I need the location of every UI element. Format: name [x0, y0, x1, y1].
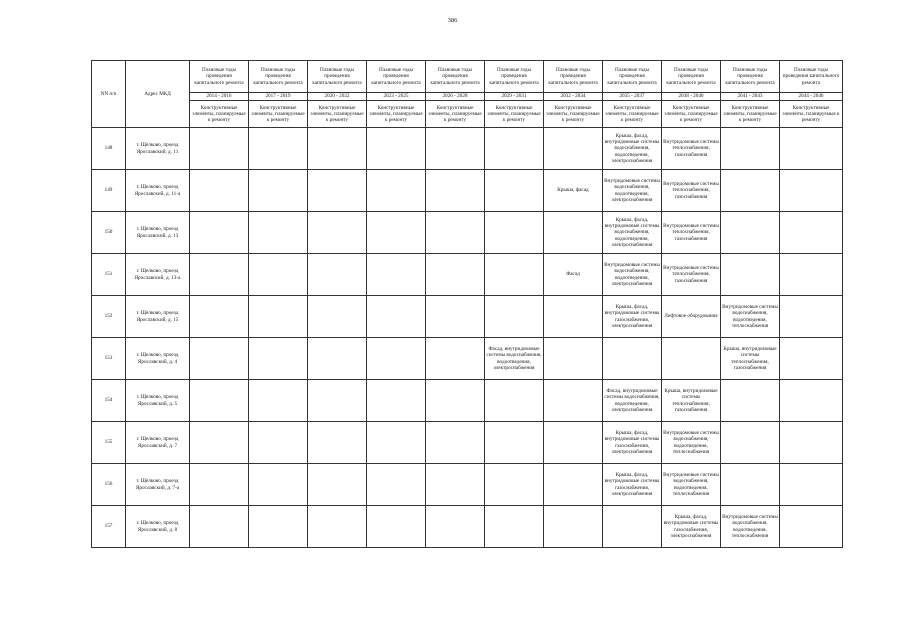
repair-works-cell: Внутридомовые системы водоснабжения, водоотведения, электроснабжения: [603, 170, 662, 212]
row-address: г. Щелково, проезд Ярославский, д. 13: [126, 212, 190, 254]
repair-works-cell: [308, 254, 367, 296]
repair-works-cell: [249, 170, 308, 212]
repair-works-cell: [544, 212, 603, 254]
period-header: Плановые годы проведения капитального ремонта: [544, 61, 603, 93]
row-address: г. Щелково, проезд Ярославский, д. 7-а: [126, 464, 190, 506]
repair-works-cell: [190, 296, 249, 338]
repair-works-cell: [721, 254, 780, 296]
repair-works-cell: [426, 506, 485, 548]
repair-works-cell: [190, 464, 249, 506]
row-address: г. Щелково, проезд Ярославский, д. 7: [126, 422, 190, 464]
elements-header: Конструктивные элементы, планируемые к ремонту: [544, 101, 603, 128]
table-row: [92, 128, 843, 170]
repair-works-cell: [426, 254, 485, 296]
repair-works-cell: [367, 464, 426, 506]
repair-works-cell: [544, 380, 603, 422]
period-years: 2026 - 2028: [426, 93, 485, 101]
row-number: 149: [92, 170, 126, 212]
period-years: 2029 - 2031: [485, 93, 544, 101]
repair-works-cell: Фасад, внутридомовые системы водоснабжения, водоотведения, электроснабжения: [485, 338, 544, 380]
period-years: 2014 - 2016: [190, 93, 249, 101]
period-header: Плановые годы проведения капитального ремонта: [190, 61, 249, 93]
repair-works-cell: Внутридомовые системы теплоснабжения, газоснабжения: [662, 212, 721, 254]
repair-works-cell: [308, 338, 367, 380]
period-years: 2044 - 2046: [780, 93, 843, 101]
repair-works-cell: Лифтовое оборудование: [662, 296, 721, 338]
repair-works-cell: [249, 296, 308, 338]
repair-works-cell: [426, 296, 485, 338]
period-years: 2035 - 2037: [603, 93, 662, 101]
repair-works-cell: [485, 212, 544, 254]
table-row: [92, 506, 843, 548]
repair-works-cell: [308, 422, 367, 464]
repair-works-cell: Внутридомовые системы водоснабжения, водоотведения, теплоснабжения: [662, 464, 721, 506]
period-header: Плановые годы проведения капитального ремонта: [426, 61, 485, 93]
period-years: 2020 - 2022: [308, 93, 367, 101]
table-header: [92, 61, 843, 128]
repair-works-cell: [603, 506, 662, 548]
repair-works-cell: [721, 128, 780, 170]
row-number: 151: [92, 254, 126, 296]
repair-works-cell: Крыша, фасад, внутридомовые системы газоснабжения, электроснабжения: [603, 464, 662, 506]
elements-header: Конструктивные элементы, планируемые к ремонту: [190, 101, 249, 128]
address-column-header: Адрес МКД: [126, 61, 190, 128]
repair-works-cell: [721, 170, 780, 212]
repair-works-cell: [367, 254, 426, 296]
row-number: 154: [92, 380, 126, 422]
row-number: 153: [92, 338, 126, 380]
row-number: 157: [92, 506, 126, 548]
repair-works-cell: [780, 296, 843, 338]
repair-works-cell: [190, 422, 249, 464]
table-row: [92, 296, 843, 338]
repair-works-cell: [780, 212, 843, 254]
repair-works-cell: [780, 170, 843, 212]
repair-works-cell: [426, 212, 485, 254]
repair-works-cell: [485, 464, 544, 506]
repair-works-cell: Крыша, фасад, внутридомовые системы газоснабжения, электроснабжения: [603, 422, 662, 464]
repair-works-cell: [367, 380, 426, 422]
repair-works-cell: [190, 128, 249, 170]
row-number: 155: [92, 422, 126, 464]
period-years: 2032 - 2034: [544, 93, 603, 101]
repair-works-cell: Крыша, внутридомовые системы теплоснабжения, газоснабжения: [721, 338, 780, 380]
repair-works-cell: [249, 212, 308, 254]
repair-works-cell: Внутридомовые системы водоснабжения, водоотведения, электроснабжения: [603, 254, 662, 296]
repair-works-cell: [190, 338, 249, 380]
repair-works-cell: [485, 128, 544, 170]
repair-works-cell: Внутридомовые системы теплоснабжения, газоснабжения: [662, 170, 721, 212]
period-header: Плановые годы проведения капитального ремонта: [367, 61, 426, 93]
repair-works-cell: [367, 128, 426, 170]
page-number: 386: [447, 17, 458, 24]
repair-works-cell: Внутридомовые системы теплоснабжения, газоснабжения: [662, 128, 721, 170]
repair-works-cell: [190, 212, 249, 254]
repair-works-cell: [485, 380, 544, 422]
repair-works-cell: Фасад, внутридомовые системы водоснабжения, водоотведения, электроснабжения: [603, 380, 662, 422]
table-row: [92, 254, 843, 296]
row-address: г. Щелково, проезд Ярославский, д. 8: [126, 506, 190, 548]
repair-works-cell: Крыша, фасад, внутридомовые системы газоснабжения, электроснабжения: [662, 506, 721, 548]
repair-works-cell: [544, 128, 603, 170]
repair-works-cell: Крыша, фасад, внутридомовые системы водоснабжения, водоотведения, электроснабжения: [603, 212, 662, 254]
elements-header: Конструктивные элементы, планируемые к ремонту: [721, 101, 780, 128]
repair-works-cell: [780, 506, 843, 548]
repair-works-cell: [308, 128, 367, 170]
period-years: 2038 - 2040: [662, 93, 721, 101]
repair-works-cell: [426, 170, 485, 212]
elements-header: Конструктивные элементы, планируемые к ремонту: [485, 101, 544, 128]
repair-works-cell: [308, 464, 367, 506]
repair-works-cell: [190, 380, 249, 422]
repair-works-cell: Крыша, внутридомовые системы теплоснабжения, газоснабжения: [662, 380, 721, 422]
elements-header: Конструктивные элементы, планируемые к ремонту: [780, 101, 843, 128]
repair-works-cell: [426, 380, 485, 422]
table-row: [92, 338, 843, 380]
repair-works-cell: [249, 338, 308, 380]
repair-works-cell: [544, 338, 603, 380]
repair-works-cell: [721, 464, 780, 506]
repair-works-cell: [544, 506, 603, 548]
elements-header: Конструктивные элементы, планируемые к ремонту: [603, 101, 662, 128]
repair-works-cell: [367, 296, 426, 338]
period-header: Плановые годы проведения капитального ремонта: [662, 61, 721, 93]
repair-works-cell: [426, 128, 485, 170]
repair-works-cell: [190, 254, 249, 296]
repair-works-cell: [249, 128, 308, 170]
num-column-header: NN п/п: [92, 61, 126, 128]
period-header: Плановые годы проведения капитального ремонта: [249, 61, 308, 93]
repair-works-cell: [721, 212, 780, 254]
repair-works-cell: Фасад: [544, 254, 603, 296]
repair-works-cell: [544, 464, 603, 506]
period-header: Плановые годы проведения капитального ремонта: [721, 61, 780, 93]
row-number: 150: [92, 212, 126, 254]
repair-works-cell: [249, 464, 308, 506]
repair-works-cell: [190, 170, 249, 212]
row-number: 152: [92, 296, 126, 338]
row-address: г. Щелково, проезд Ярославский, д. 5: [126, 380, 190, 422]
repair-works-cell: [780, 128, 843, 170]
row-address: г. Щелково, проезд Ярославский, д. 15: [126, 296, 190, 338]
capital-repair-table: [91, 60, 843, 548]
table-body: [92, 128, 843, 548]
repair-works-cell: [603, 338, 662, 380]
repair-works-cell: [485, 506, 544, 548]
repair-works-cell: [308, 296, 367, 338]
repair-works-cell: [780, 422, 843, 464]
repair-works-cell: [249, 254, 308, 296]
period-years: 2041 - 2043: [721, 93, 780, 101]
repair-works-cell: [249, 422, 308, 464]
repair-works-cell: [367, 506, 426, 548]
repair-works-cell: [662, 338, 721, 380]
repair-works-cell: [367, 170, 426, 212]
repair-works-cell: Крыша, фасад, внутридомовые системы водоснабжения, водоотведения, электроснабжения: [603, 128, 662, 170]
repair-works-cell: [485, 170, 544, 212]
repair-works-cell: [367, 338, 426, 380]
repair-works-cell: [308, 506, 367, 548]
elements-header: Конструктивные элементы, планируемые к ремонту: [662, 101, 721, 128]
repair-works-cell: [249, 380, 308, 422]
period-header: Плановые годы проведения капитального ремонта: [308, 61, 367, 93]
table-row: [92, 170, 843, 212]
elements-header: Конструктивные элементы, планируемые к ремонту: [426, 101, 485, 128]
period-header: Плановые годы проведения капитального ремонта: [603, 61, 662, 93]
period-header: Плановые годы проведения капитального ремонта: [780, 61, 843, 93]
repair-works-cell: [426, 422, 485, 464]
repair-works-cell: Внутридомовые системы водоснабжения, водоотведения, теплоснабжения: [721, 296, 780, 338]
repair-works-cell: [780, 338, 843, 380]
period-header: Плановые годы проведения капитального ремонта: [485, 61, 544, 93]
repair-works-cell: [780, 380, 843, 422]
period-years: 2023 - 2025: [367, 93, 426, 101]
repair-works-cell: Внутридомовые системы водоснабжения, водоотведения, теплоснабжения: [721, 506, 780, 548]
repair-works-cell: [367, 422, 426, 464]
repair-works-cell: Крыша, фасад: [544, 170, 603, 212]
repair-works-cell: [426, 464, 485, 506]
row-number: 148: [92, 128, 126, 170]
row-number: 156: [92, 464, 126, 506]
repair-works-cell: [485, 254, 544, 296]
row-address: г. Щелково, проезд Ярославский, д. 11: [126, 128, 190, 170]
repair-works-cell: [544, 422, 603, 464]
repair-works-cell: Внутридомовые системы теплоснабжения, газоснабжения: [662, 254, 721, 296]
repair-works-cell: [780, 254, 843, 296]
elements-header: Конструктивные элементы, планируемые к ремонту: [367, 101, 426, 128]
row-address: г. Щелково, проезд Ярославский, д. 4: [126, 338, 190, 380]
repair-works-cell: [485, 296, 544, 338]
repair-works-cell: Крыша, фасад, внутридомовые системы газоснабжения, электроснабжения: [603, 296, 662, 338]
period-years: 2017 - 2019: [249, 93, 308, 101]
repair-works-cell: [367, 212, 426, 254]
row-address: г. Щелково, проезд Ярославский, д. 13-а: [126, 254, 190, 296]
repair-works-cell: [721, 422, 780, 464]
repair-works-cell: [485, 422, 544, 464]
repair-works-cell: [308, 380, 367, 422]
repair-works-cell: [721, 380, 780, 422]
table-row: [92, 380, 843, 422]
repair-works-cell: [308, 170, 367, 212]
repair-works-cell: [780, 464, 843, 506]
table-row: [92, 212, 843, 254]
elements-header: Конструктивные элементы, планируемые к ремонту: [308, 101, 367, 128]
repair-works-cell: [544, 296, 603, 338]
repair-works-cell: [190, 506, 249, 548]
row-address: г. Щелково, проезд Ярославский, д. 11-а: [126, 170, 190, 212]
table-row: [92, 464, 843, 506]
repair-works-cell: [249, 506, 308, 548]
repair-works-cell: [308, 212, 367, 254]
table-row: [92, 422, 843, 464]
repair-works-cell: Внутридомовые системы водоснабжения, водоотведения, теплоснабжения: [662, 422, 721, 464]
repair-works-cell: [426, 338, 485, 380]
elements-header: Конструктивные элементы, планируемые к ремонту: [249, 101, 308, 128]
